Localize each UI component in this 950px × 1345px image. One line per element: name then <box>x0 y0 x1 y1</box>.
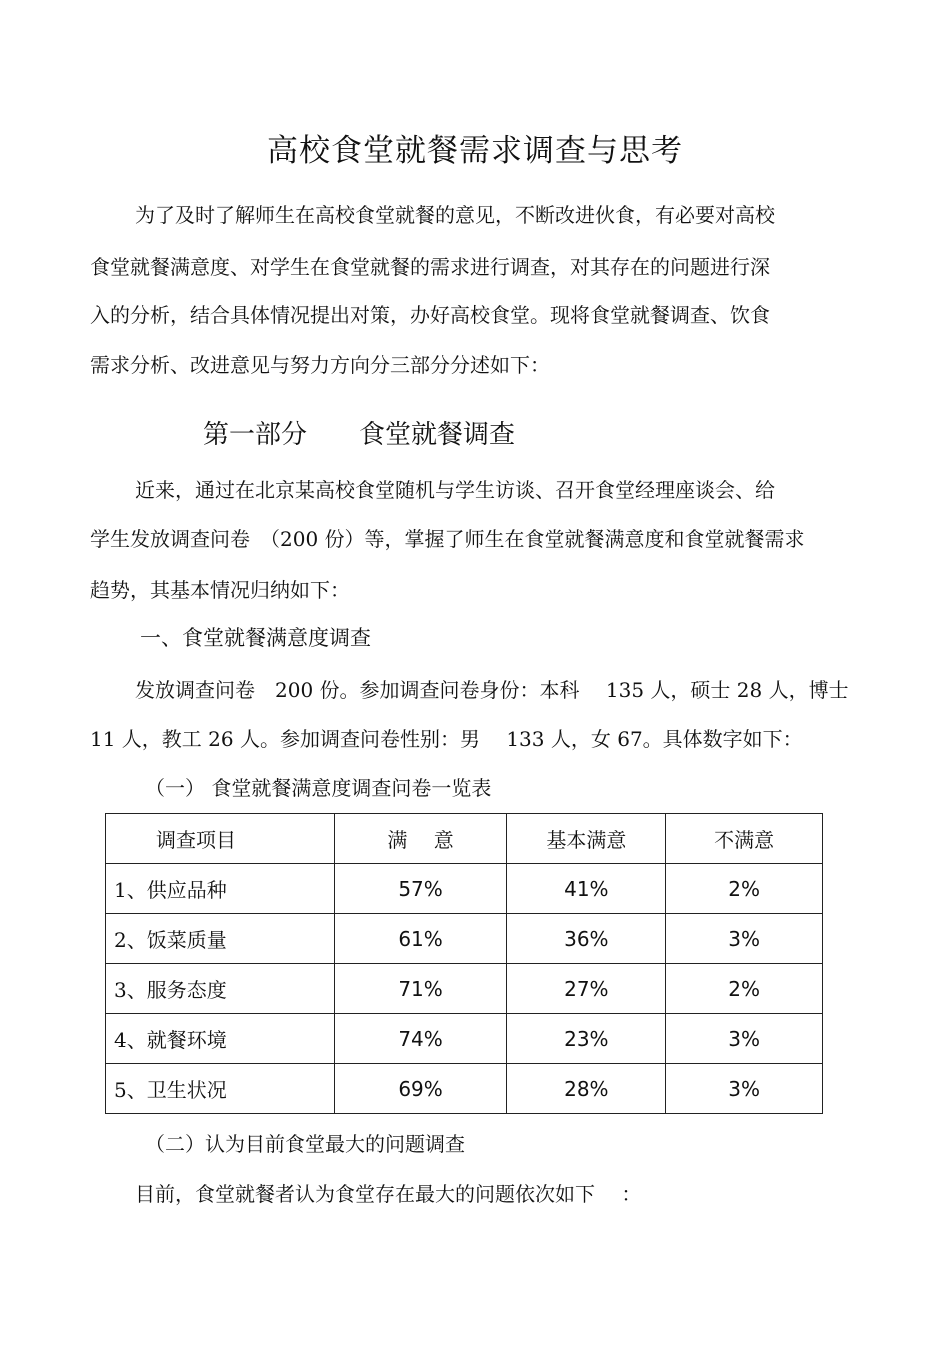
row-item: 1、供应品种 <box>106 864 335 914</box>
header-unsatisfied: 不满意 <box>666 814 823 864</box>
table-row <box>106 964 823 1014</box>
table-caption: （一） 食堂就餐满意度调查问卷一览表 <box>145 776 492 800</box>
table-row <box>106 864 823 914</box>
row-basically-satisfied: 23% <box>507 1014 666 1064</box>
row-satisfied: 61% <box>334 914 507 964</box>
header-item: 调查项目 <box>106 814 335 864</box>
part1-name: 食堂就餐调查 <box>359 420 516 450</box>
problems-text: 目前，食堂就餐者认为食堂存在最大的问题依次如下 ： <box>135 1182 642 1206</box>
subheading-satisfaction: 一、食堂就餐满意度调查 <box>140 626 371 650</box>
row-item: 4、就餐环境 <box>106 1014 335 1064</box>
header-satisfied: 满 意 <box>334 814 507 864</box>
part1-intro-line-2: 学生发放调查问卷 （200 份）等，掌握了师生在食堂就餐满意度和食堂就餐需求 <box>90 527 805 551</box>
survey-text-line-2: 11 人，教工 26 人。参加调查问卷性别：男 133 人，女 67。具体数字如下： <box>90 727 803 751</box>
row-unsatisfied: 2% <box>666 964 823 1014</box>
part1-number: 第一部分 <box>203 420 308 450</box>
table-row <box>106 1014 823 1064</box>
table-row <box>106 914 823 964</box>
table-row <box>106 1064 823 1114</box>
row-unsatisfied: 3% <box>666 914 823 964</box>
row-item: 3、服务态度 <box>106 964 335 1014</box>
survey-text-line-1: 发放调查问卷 200 份。参加调查问卷身份：本科 135 人，硕士 28 人，博士 <box>135 678 849 702</box>
row-item: 2、饭菜质量 <box>106 914 335 964</box>
row-item: 5、卫生状况 <box>106 1064 335 1114</box>
intro-line-3: 入的分析，结合具体情况提出对策，办好高校食堂。现将食堂就餐调查、饮食 <box>90 303 770 327</box>
row-unsatisfied: 3% <box>666 1014 823 1064</box>
subheading-problems: （二）认为目前食堂最大的问题调查 <box>145 1132 465 1156</box>
part1-intro-line-1: 近来，通过在北京某高校食堂随机与学生访谈、召开食堂经理座谈会、给 <box>135 478 775 502</box>
row-satisfied: 74% <box>334 1014 507 1064</box>
header-basically-satisfied: 基本满意 <box>507 814 666 864</box>
intro-line-2: 食堂就餐满意度、对学生在食堂就餐的需求进行调查，对其存在的问题进行深 <box>90 255 770 279</box>
row-basically-satisfied: 28% <box>507 1064 666 1114</box>
intro-line-1: 为了及时了解师生在高校食堂就餐的意见，不断改进伙食，有必要对高校 <box>135 203 775 227</box>
row-satisfied: 71% <box>334 964 507 1014</box>
row-satisfied: 57% <box>334 864 507 914</box>
document-title: 高校食堂就餐需求调查与思考 <box>267 133 683 169</box>
row-basically-satisfied: 27% <box>507 964 666 1014</box>
row-unsatisfied: 2% <box>666 864 823 914</box>
part1-heading <box>203 414 515 451</box>
satisfaction-table <box>105 813 823 1114</box>
row-unsatisfied: 3% <box>666 1064 823 1114</box>
part1-intro-line-3: 趋势，其基本情况归纳如下： <box>90 578 350 602</box>
table-header-row <box>106 814 823 864</box>
row-satisfied: 69% <box>334 1064 507 1114</box>
row-basically-satisfied: 41% <box>507 864 666 914</box>
intro-line-4: 需求分析、改进意见与努力方向分三部分分述如下： <box>90 353 550 377</box>
row-basically-satisfied: 36% <box>507 914 666 964</box>
